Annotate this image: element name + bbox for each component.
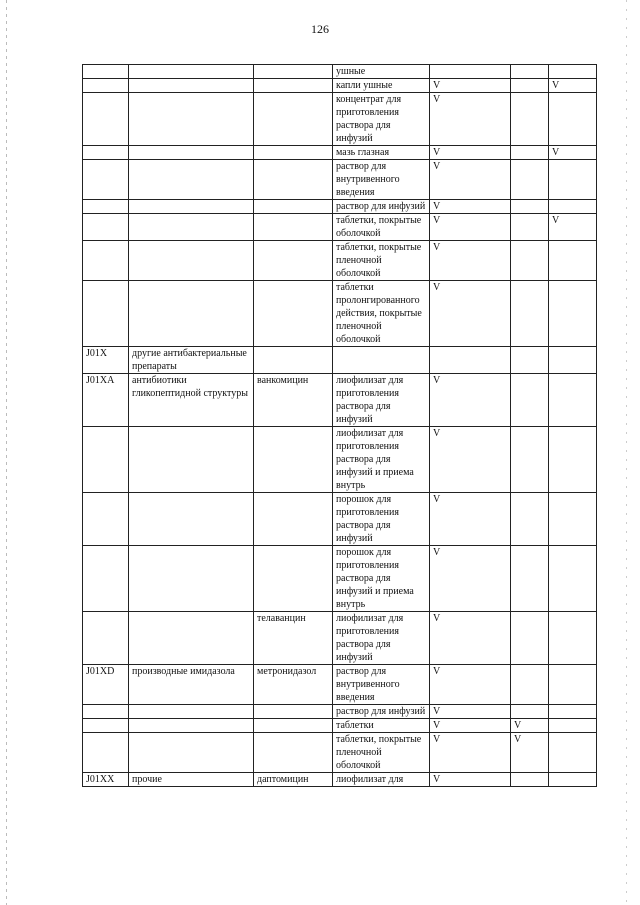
mark-cell-col7 xyxy=(549,200,597,214)
mark-cell-col5: V xyxy=(430,773,511,787)
group-name-cell: производные имидазола xyxy=(129,665,254,705)
dosage-form-cell: раствор для инфузий xyxy=(333,200,430,214)
mark-cell-col5: V xyxy=(430,281,511,347)
substance-name-cell xyxy=(254,546,333,612)
drug-table-body xyxy=(83,65,597,787)
substance-name-cell xyxy=(254,200,333,214)
atc-code-cell xyxy=(83,427,129,493)
substance-name-cell xyxy=(254,705,333,719)
mark-cell-col5: V xyxy=(430,93,511,146)
dosage-form-cell: концентрат для приготовления раствора для инфузий xyxy=(333,93,430,146)
mark-cell-col6 xyxy=(511,773,549,787)
mark-cell-col5 xyxy=(430,347,511,374)
mark-cell-col5: V xyxy=(430,665,511,705)
group-name-cell xyxy=(129,427,254,493)
group-name-cell: другие антибактериальные препараты xyxy=(129,347,254,374)
group-name-cell xyxy=(129,160,254,200)
dosage-form-cell xyxy=(333,347,430,374)
mark-cell-col5: V xyxy=(430,79,511,93)
group-name-cell xyxy=(129,281,254,347)
mark-cell-col7 xyxy=(549,612,597,665)
atc-code-cell xyxy=(83,160,129,200)
dosage-form-cell: таблетки пролонгированного действия, покрытые пленочной оболочкой xyxy=(333,281,430,347)
page-number: 126 xyxy=(311,22,329,36)
table-row xyxy=(83,493,597,546)
group-name-cell xyxy=(129,719,254,733)
table-row xyxy=(83,200,597,214)
substance-name-cell xyxy=(254,427,333,493)
mark-cell-col7 xyxy=(549,241,597,281)
group-name-cell xyxy=(129,612,254,665)
group-name-cell xyxy=(129,546,254,612)
dosage-form-cell: раствор для инфузий xyxy=(333,705,430,719)
mark-cell-col7 xyxy=(549,665,597,705)
mark-cell-col5: V xyxy=(430,493,511,546)
mark-cell-col5: V xyxy=(430,160,511,200)
atc-code-cell xyxy=(83,93,129,146)
group-name-cell: антибиотики гликопептидной структуры xyxy=(129,374,254,427)
mark-cell-col6: V xyxy=(511,719,549,733)
mark-cell-col7 xyxy=(549,65,597,79)
mark-cell-col5: V xyxy=(430,733,511,773)
substance-name-cell xyxy=(254,719,333,733)
mark-cell-col5: V xyxy=(430,214,511,241)
atc-code-cell: J01XA xyxy=(83,374,129,427)
mark-cell-col6 xyxy=(511,665,549,705)
dosage-form-cell: таблетки, покрытые пленочной оболочкой xyxy=(333,733,430,773)
dosage-form-cell: лиофилизат для приготовления раствора для инфузий xyxy=(333,374,430,427)
dosage-form-cell: ушные xyxy=(333,65,430,79)
table-row xyxy=(83,374,597,427)
dosage-form-cell: раствор для внутривенного введения xyxy=(333,160,430,200)
dosage-form-cell: таблетки, покрытые оболочкой xyxy=(333,214,430,241)
table-row xyxy=(83,241,597,281)
mark-cell-col7 xyxy=(549,374,597,427)
substance-name-cell xyxy=(254,347,333,374)
atc-code-cell xyxy=(83,214,129,241)
mark-cell-col5 xyxy=(430,65,511,79)
atc-code-cell xyxy=(83,546,129,612)
table-row xyxy=(83,705,597,719)
atc-code-cell xyxy=(83,493,129,546)
mark-cell-col7 xyxy=(549,347,597,374)
mark-cell-col6 xyxy=(511,146,549,160)
mark-cell-col5: V xyxy=(430,241,511,281)
mark-cell-col5: V xyxy=(430,374,511,427)
substance-name-cell: даптомицин xyxy=(254,773,333,787)
atc-code-cell xyxy=(83,719,129,733)
mark-cell-col7 xyxy=(549,546,597,612)
scan-edge-left xyxy=(6,0,7,905)
atc-code-cell xyxy=(83,241,129,281)
dosage-form-cell: таблетки, покрытые пленочной оболочкой xyxy=(333,241,430,281)
table-row xyxy=(83,665,597,705)
mark-cell-col6 xyxy=(511,347,549,374)
mark-cell-col6 xyxy=(511,705,549,719)
mark-cell-col6 xyxy=(511,200,549,214)
mark-cell-col7 xyxy=(549,773,597,787)
atc-code-cell xyxy=(83,65,129,79)
mark-cell-col5: V xyxy=(430,705,511,719)
mark-cell-col6 xyxy=(511,65,549,79)
mark-cell-col6 xyxy=(511,612,549,665)
substance-name-cell: метронидазол xyxy=(254,665,333,705)
table-row xyxy=(83,93,597,146)
dosage-form-cell: капли ушные xyxy=(333,79,430,93)
table-row xyxy=(83,612,597,665)
atc-code-cell xyxy=(83,200,129,214)
mark-cell-col7: V xyxy=(549,214,597,241)
atc-code-cell xyxy=(83,733,129,773)
group-name-cell xyxy=(129,733,254,773)
mark-cell-col7: V xyxy=(549,79,597,93)
substance-name-cell xyxy=(254,160,333,200)
table-row xyxy=(83,719,597,733)
mark-cell-col5: V xyxy=(430,427,511,493)
substance-name-cell xyxy=(254,281,333,347)
substance-name-cell: ванкомицин xyxy=(254,374,333,427)
mark-cell-col7 xyxy=(549,705,597,719)
mark-cell-col6: V xyxy=(511,733,549,773)
mark-cell-col6 xyxy=(511,546,549,612)
scan-edge-right xyxy=(626,0,627,905)
group-name-cell: прочие xyxy=(129,773,254,787)
atc-code-cell xyxy=(83,281,129,347)
table-row xyxy=(83,146,597,160)
dosage-form-cell: таблетки xyxy=(333,719,430,733)
group-name-cell xyxy=(129,65,254,79)
group-name-cell xyxy=(129,214,254,241)
mark-cell-col7 xyxy=(549,160,597,200)
mark-cell-col6 xyxy=(511,160,549,200)
mark-cell-col5: V xyxy=(430,719,511,733)
table-row xyxy=(83,427,597,493)
table-row xyxy=(83,160,597,200)
mark-cell-col6 xyxy=(511,281,549,347)
substance-name-cell xyxy=(254,146,333,160)
atc-code-cell xyxy=(83,79,129,93)
table-row xyxy=(83,281,597,347)
dosage-form-cell: порошок для приготовления раствора для инфузий и приема внутрь xyxy=(333,546,430,612)
mark-cell-col7 xyxy=(549,93,597,146)
dosage-form-cell: порошок для приготовления раствора для инфузий xyxy=(333,493,430,546)
mark-cell-col6 xyxy=(511,214,549,241)
substance-name-cell xyxy=(254,214,333,241)
table-row xyxy=(83,773,597,787)
mark-cell-col5: V xyxy=(430,146,511,160)
group-name-cell xyxy=(129,200,254,214)
atc-code-cell: J01XX xyxy=(83,773,129,787)
mark-cell-col5: V xyxy=(430,200,511,214)
mark-cell-col7: V xyxy=(549,146,597,160)
dosage-form-cell: мазь глазная xyxy=(333,146,430,160)
dosage-form-cell: лиофилизат для приготовления раствора для инфузий xyxy=(333,612,430,665)
mark-cell-col7 xyxy=(549,719,597,733)
substance-name-cell xyxy=(254,93,333,146)
dosage-form-cell: лиофилизат для приготовления раствора для инфузий и приема внутрь xyxy=(333,427,430,493)
mark-cell-col7 xyxy=(549,493,597,546)
atc-code-cell: J01X xyxy=(83,347,129,374)
mark-cell-col6 xyxy=(511,93,549,146)
group-name-cell xyxy=(129,79,254,93)
atc-code-cell: J01XD xyxy=(83,665,129,705)
drug-table xyxy=(82,64,597,787)
dosage-form-cell: раствор для внутривенного введения xyxy=(333,665,430,705)
group-name-cell xyxy=(129,146,254,160)
mark-cell-col6 xyxy=(511,79,549,93)
atc-code-cell xyxy=(83,146,129,160)
group-name-cell xyxy=(129,241,254,281)
atc-code-cell xyxy=(83,705,129,719)
substance-name-cell xyxy=(254,733,333,773)
substance-name-cell: телаванцин xyxy=(254,612,333,665)
mark-cell-col7 xyxy=(549,733,597,773)
mark-cell-col5: V xyxy=(430,612,511,665)
mark-cell-col6 xyxy=(511,427,549,493)
table-row xyxy=(83,733,597,773)
group-name-cell xyxy=(129,705,254,719)
dosage-form-cell: лиофилизат для xyxy=(333,773,430,787)
mark-cell-col6 xyxy=(511,493,549,546)
table-row xyxy=(83,65,597,79)
mark-cell-col7 xyxy=(549,427,597,493)
mark-cell-col6 xyxy=(511,241,549,281)
table-row xyxy=(83,214,597,241)
mark-cell-col5: V xyxy=(430,546,511,612)
substance-name-cell xyxy=(254,65,333,79)
table-row xyxy=(83,347,597,374)
mark-cell-col6 xyxy=(511,374,549,427)
substance-name-cell xyxy=(254,241,333,281)
table-row xyxy=(83,79,597,93)
mark-cell-col7 xyxy=(549,281,597,347)
atc-code-cell xyxy=(83,612,129,665)
table-row xyxy=(83,546,597,612)
group-name-cell xyxy=(129,93,254,146)
substance-name-cell xyxy=(254,79,333,93)
substance-name-cell xyxy=(254,493,333,546)
group-name-cell xyxy=(129,493,254,546)
